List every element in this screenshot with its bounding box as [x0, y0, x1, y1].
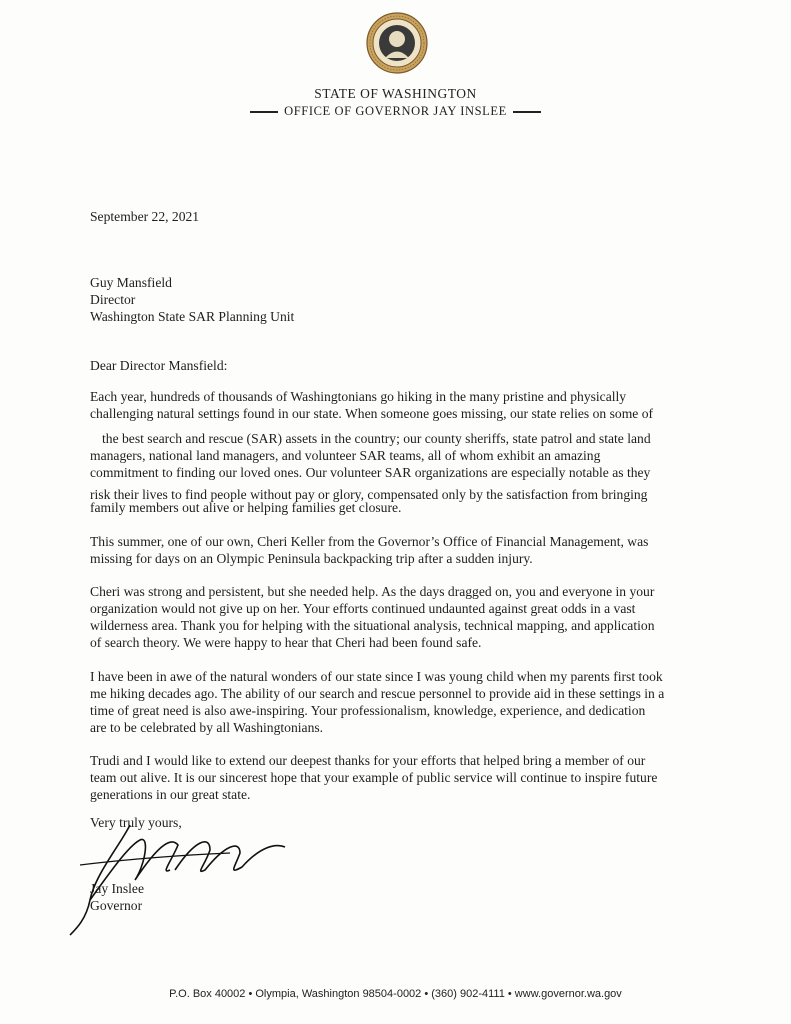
paragraph-line: wilderness area. Thank you for helping with the situational analysis, technical mapping, and application	[90, 618, 655, 633]
paragraph-5	[90, 583, 710, 651]
signer-title: Governor	[90, 898, 143, 913]
letterhead-title: STATE OF WASHINGTON	[314, 86, 477, 101]
recipient-name: Guy Mansfield	[90, 275, 172, 290]
signer-name: Jay Inslee	[90, 881, 144, 896]
paragraph-4	[90, 533, 710, 567]
recipient-block	[90, 274, 710, 325]
paragraph-line: generations in our great state.	[90, 787, 251, 802]
recipient-organization: Washington State SAR Planning Unit	[90, 309, 295, 324]
recipient-title: Director	[90, 292, 136, 307]
office-label: OFFICE OF GOVERNOR JAY INSLEE	[284, 104, 507, 118]
paragraph-line: are to be celebrated by all Washingtonians.	[90, 720, 324, 735]
paragraph-line: family members out alive or helping families get closure.	[90, 500, 402, 515]
paragraph-line: Trudi and I would like to extend our deepest thanks for your efforts that helped bring a member of our	[90, 753, 646, 768]
state-seal-icon	[366, 12, 428, 74]
paragraph-1	[90, 388, 710, 422]
paragraph-line: missing for days on an Olympic Peninsula backpacking trip after a sudden injury.	[90, 551, 533, 566]
signature-icon	[60, 805, 300, 945]
paragraph-line: I have been in awe of the natural wonders of our state since I was young child when my parents first took	[90, 669, 663, 684]
letterhead-office	[0, 104, 791, 119]
closing: Very truly yours,	[90, 815, 182, 830]
letter-date: September 22, 2021	[90, 209, 200, 224]
paragraph-line: of search theory. We were happy to hear that Cheri had been found safe.	[90, 635, 482, 650]
paragraph-line: organization would not give up on her. Your efforts continued undaunted against great odds in a vast	[90, 601, 636, 616]
paragraph-line: challenging natural settings found in our state. When someone goes missing, our state relies on some of	[90, 406, 654, 421]
paragraph-line: managers, national land managers, and volunteer SAR teams, all of whom exhibit an amazing	[90, 448, 601, 463]
paragraph-line: Cheri was strong and persistent, but she needed help. As the days dragged on, you and everyone in your	[90, 584, 655, 599]
paragraph-3	[90, 488, 710, 514]
paragraph-line: risk their lives to find people without pay or glory, compensated only by the satisfaction from bringing	[90, 487, 648, 502]
salutation: Dear Director Mansfield:	[90, 358, 228, 373]
paragraph-line: time of great need is also awe-inspiring. Your professionalism, knowledge, experience, and dedication	[90, 703, 646, 718]
paragraph-line: me hiking decades ago. The ability of our search and rescue personnel to provide aid in these settings in a	[90, 686, 665, 701]
paragraph-7	[90, 752, 710, 803]
left-rule	[250, 111, 278, 113]
paragraph-line: the best search and rescue (SAR) assets in the country; our county sheriffs, state patrol and state land	[102, 431, 651, 446]
paragraph-2	[90, 430, 722, 481]
paragraph-line: team out alive. It is our sincerest hope that your example of public service will continue to inspire future	[90, 770, 658, 785]
right-rule	[513, 111, 541, 113]
paragraph-line: Each year, hundreds of thousands of Washingtonians go hiking in the many pristine and physically	[90, 389, 627, 404]
paragraph-line: commitment to finding our loved ones. Our volunteer SAR organizations are especially notable as they	[90, 465, 651, 480]
footer-contact: P.O. Box 40002 • Olympia, Washington 98504-0002 • (360) 902-4111 • www.governor.wa.gov	[169, 988, 622, 1000]
paragraph-line: This summer, one of our own, Cheri Keller from the Governor’s Office of Financial Management, was	[90, 534, 649, 549]
paragraph-6	[90, 668, 710, 736]
